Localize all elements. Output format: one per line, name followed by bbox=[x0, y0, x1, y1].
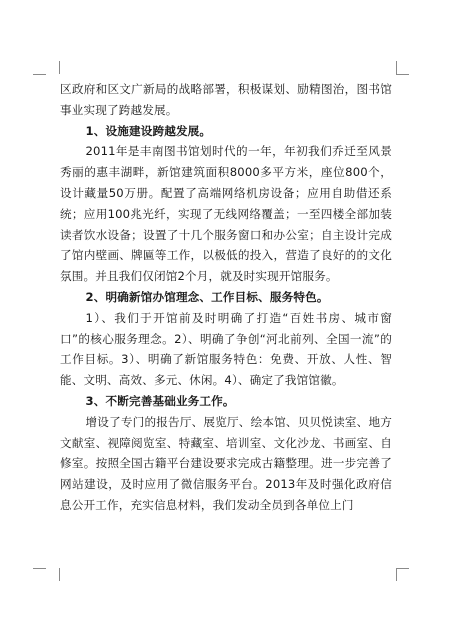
section-heading-basic-services: 3、不断完善基础业务工作。 bbox=[85, 393, 235, 408]
paragraph-facilities: 2011年是丰南图书馆划时代的一年，年初我们乔迁至风景秀丽的惠丰湖畔，新馆建筑面积8000多平方米，座位800个，设计藏量50万册。配置了高端网络机房设备；应用自助借还系统；应用100兆光纤，实现了无线网络覆盖；一至四楼全部加装读者饮水设备；设置了十几个服务窗口和办公室；自主设计完成了馆内壁画、牌匾等工作，以极低的投入，营造了良好的的文化氛围。并且我们仅闭馆2个月，就及时实现开馆服务。 bbox=[60, 144, 392, 284]
paragraph-continuation: 区政府和区文广新局的战略部署，积极谋划、励精图治，图书馆事业实现了跨越发展。 bbox=[60, 82, 392, 117]
section-heading-philosophy: 2、明确新馆办馆理念、工作目标、服务特色。 bbox=[85, 289, 329, 304]
paragraph-basic-services: 增设了专门的报告厅、展览厅、绘本馆、贝贝悦读室、地方文献室、视障阅览室、特藏室、培训室、文化沙龙、书画室、自修室。按照全国古籍平台建设要求完成古籍整理。进一步完善了网站建设，及时应用了微信服务平台。2013年及时强化政府信息公开工作，充实信息材料，我们发动全员到各单位上门 bbox=[60, 414, 392, 512]
document-body bbox=[60, 79, 392, 516]
section-heading-facilities: 1、设施建设跨越发展。 bbox=[85, 123, 212, 138]
paragraph-philosophy: 1）、我们于开馆前及时明确了打造“百姓书房、城市窗口”的核心服务理念。2）、明确了争创“河北前列、全国一流”的工作目标。3）、明确了新馆服务特色：免费、开放、人性、智能、文明、高效、多元、休闲。4）、确定了我馆馆徽。 bbox=[60, 310, 392, 388]
